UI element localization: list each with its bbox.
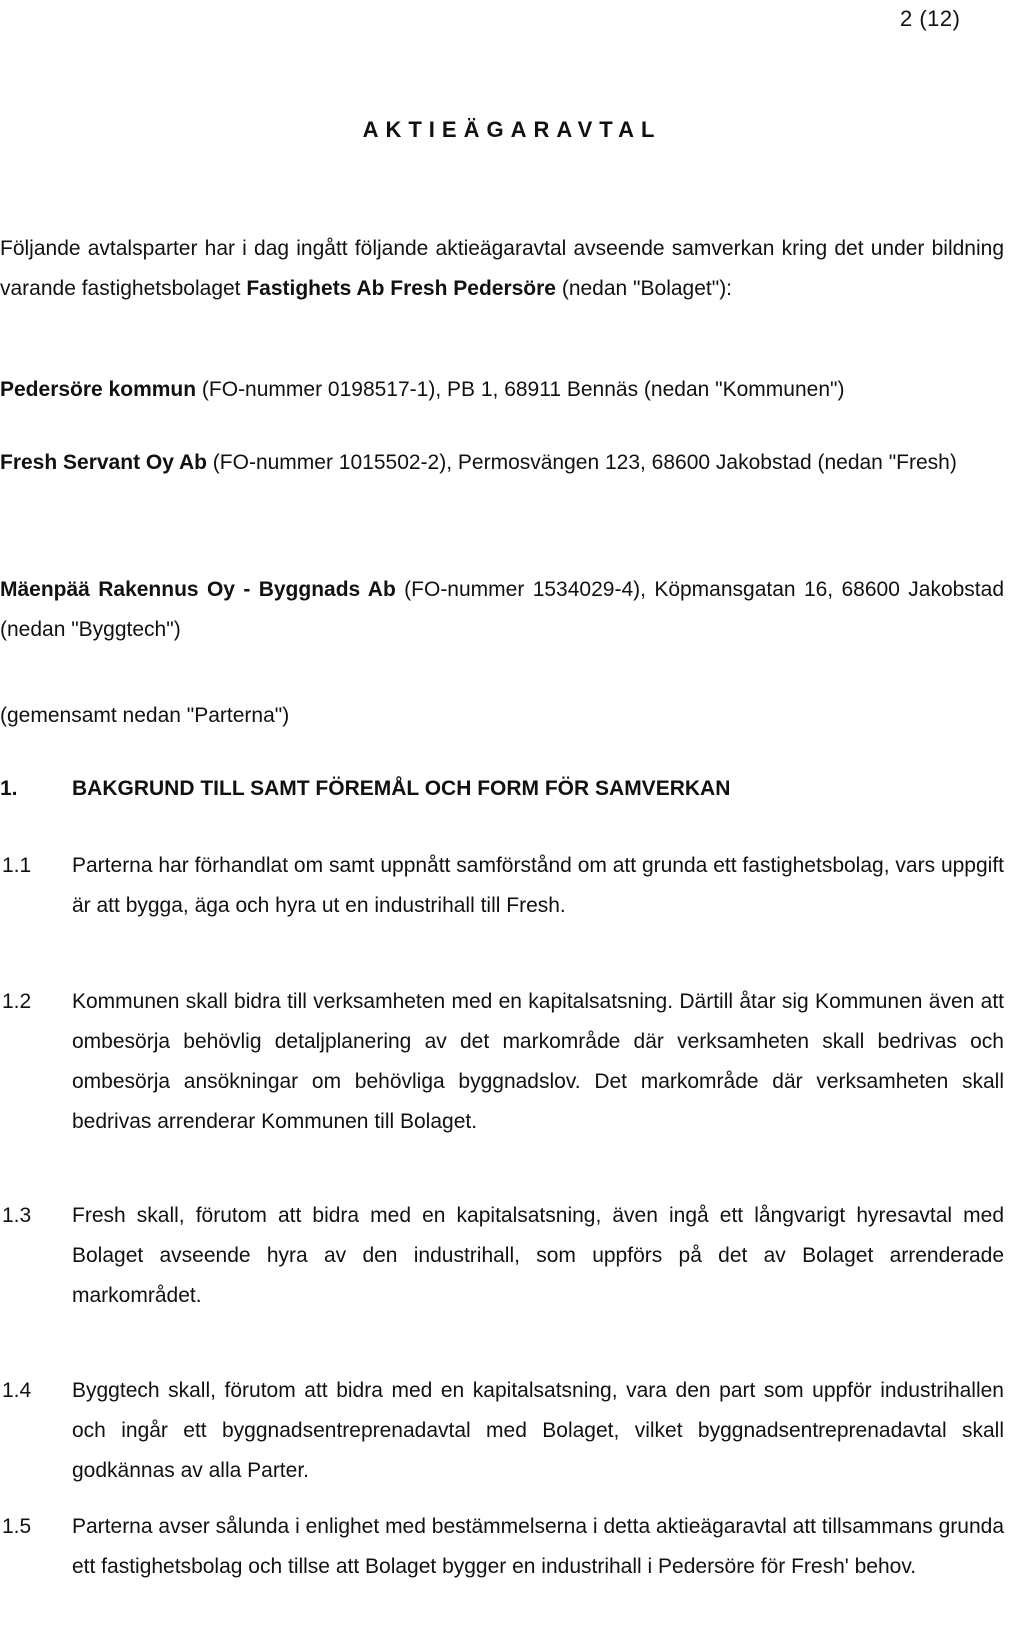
intro-paragraph xyxy=(0,229,1004,309)
party-name: Pedersöre kommun xyxy=(0,378,197,401)
company-name: Fastighets Ab Fresh Pedersöre xyxy=(246,277,556,300)
party-details: (FO-nummer 1534029-4), Köpmansgatan 16, 68600 Jakobstad (nedan "Byggtech") xyxy=(0,578,1004,641)
clause-text: Parterna har förhandlat om samt uppnått samförstånd om att grunda ett fastighetsbolag, vars uppgift är att bygga, äga och hyra ut en industrihall till Fresh. xyxy=(72,854,1004,917)
clause-1-2 xyxy=(0,982,1004,1142)
section-number: 1. xyxy=(0,777,18,800)
party-fresh xyxy=(0,443,1004,483)
clause-1-3 xyxy=(0,1196,1004,1316)
clause-text: Byggtech skall, förutom att bidra med en kapitalsatsning, vara den part som uppför industrihallen och ingår ett byggnadsentreprenadavtal med Bolaget, vilket byggnadsentreprenadavtal skall godkännas av alla Parter. xyxy=(72,1379,1004,1482)
document-title: AKTIEÄGARAVTAL xyxy=(362,117,662,142)
intro-suffix: (nedan "Bolaget"): xyxy=(556,277,733,300)
clause-1-5 xyxy=(0,1507,1004,1627)
party-byggtech xyxy=(0,570,1004,650)
clause-1-1 xyxy=(0,846,1004,926)
page-number: 2 (12) xyxy=(900,6,961,31)
party-details: (FO-nummer 0198517-1), PB 1, 68911 Bennäs (nedan "Kommunen") xyxy=(196,378,845,401)
party-name: Mäenpää Rakennus Oy - Byggnads Ab xyxy=(0,578,396,601)
collective-definition: (gemensamt nedan "Parterna") xyxy=(0,704,290,727)
intro-text: Följande avtalsparter har i dag ingått följande aktieägaravtal avseende samverkan kring det under bildning varande fastighetsbolaget xyxy=(0,237,1004,300)
party-details: (FO-nummer 1015502-2), Permosvängen 123, 68600 Jakobstad (nedan "Fresh) xyxy=(206,451,957,474)
clause-1-4 xyxy=(0,1371,1004,1491)
party-name: Fresh Servant Oy Ab xyxy=(0,451,207,474)
clause-text: Fresh skall, förutom att bidra med en kapitalsatsning, även ingå ett långvarigt hyresavtal med Bolaget avseende hyra av den industrihall, som uppförs på det av Bolaget arrenderade markområdet. xyxy=(72,1204,1004,1307)
clause-text: Parterna avser sålunda i enlighet med bestämmelserna i detta aktieägaravtal att tillsammans grunda ett fastighetsbolag och tillse att Bolaget bygger en industrihall i Pedersöre för Fresh' behov. xyxy=(72,1515,1004,1578)
clause-number: 1.4 xyxy=(2,1379,32,1402)
clause-text: Kommunen skall bidra till verksamheten med en kapitalsatsning. Därtill åtar sig Kommunen även att ombesörja behövlig detaljplanering av det markområde där verksamheten skall bedrivas och ombesörja ansökningar om behövliga byggnadslov. Det markområde där verksamheten skall bedrivas arrenderar Kommunen till Bolaget. xyxy=(72,990,1004,1133)
party-kommunen xyxy=(0,370,1004,410)
clause-number: 1.2 xyxy=(2,990,32,1013)
section-title: BAKGRUND TILL SAMT FÖREMÅL OCH FORM FÖR SAMVERKAN xyxy=(72,777,731,800)
clause-number: 1.1 xyxy=(2,854,32,877)
clause-number: 1.3 xyxy=(2,1204,32,1227)
clause-number: 1.5 xyxy=(2,1515,32,1538)
